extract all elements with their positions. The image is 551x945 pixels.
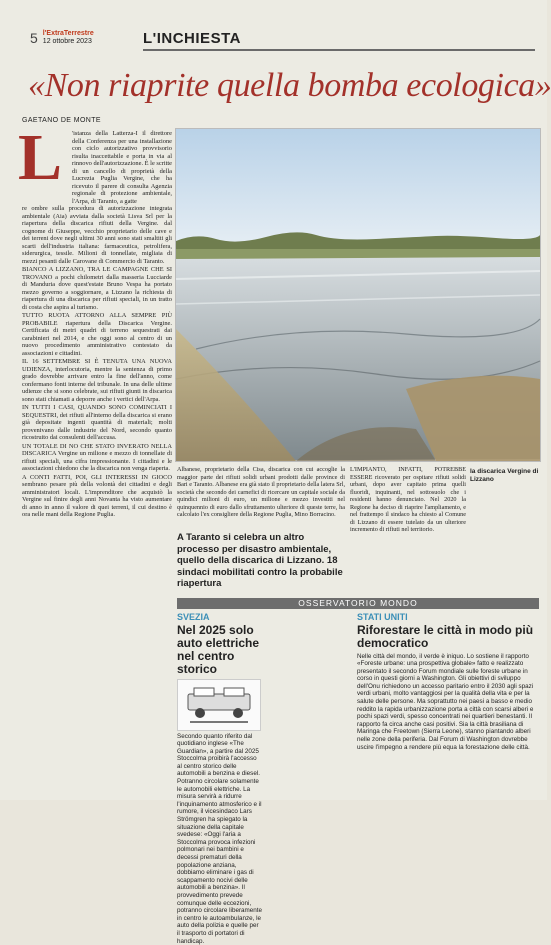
photo-caption-right: L'IMPIANTO, INFATTI, POTREBBE ESSERE ricoverato per ospitare rifiuti solidi urbani, dopo aver capitato prima quelli fluoridi, inquinanti, nel sottosuolo che i residenti hanno denunciato. Nel 2020 la Regione ha deciso di riaprire l'ampliamento, e nel frattempo il sindaco ha chiesto al Comune di Lizzano di essere tutelato da un ulteriore incremento di rifiuti nel territorio. xyxy=(350,466,466,566)
section-title: L'INCHIESTA xyxy=(143,30,241,47)
publication-name: l'ExtraTerrestre xyxy=(43,30,94,37)
article-paragraph: BIANCO A LIZZANO, TRA LE CAMPAGNE CHE SI TROVANO a pochi chilometri dalla masseria Lucciarde di Manduria dove quest'estate Bruno Vespa ha portato mezzo governo a soggiornare, a Lizzano la richiesta di riapertura di una discarica per rifiuti speciali, in un tratto di costa che aspira al turismo. xyxy=(22,266,172,311)
lead-text-top: 'istanza della Latterza-I il direttore della Conferenza per una installazione con ciclo autorizzativo provvisorio risulta inaccettabile e porta in via al rinnovo dell'autorizzazione. È le scritte di un cancello di proprietà della Lucrezia Puglia Vergine, che ha ricevuto il parere di consulta Agenzia regionale di protezione ambientale, l'Arpa, di Taranto, a gatte xyxy=(72,130,172,205)
country-label: STATI UNITI xyxy=(357,614,539,622)
article-paragraph: IL 16 SETTEMBRE SI È TENUTA UNA NUOVA UDIENZA, interlocutoria, mentre la sentenza di primo grado dovrebbe arrivare entro la fine dell'anno, come confermano fonti interne del tribunale. In una delle ultime udienze che si sono celebrate, sui rifiuti giunti in discarica sono stati chiamati a deporre anche i vertici dell'Arpa. xyxy=(22,358,172,403)
story-headline: Nel 2025 solo auto elettriche nel centro storico xyxy=(177,624,263,676)
country-label: SVEZIA xyxy=(177,614,263,622)
article-paragraph: TUTTO RUOTA ATTORNO ALLA SEMPRE PIÙ PROBABILE riapertura della Discarica Vergine. Certificata di metri quadri di terreno sequestrati dai carabinieri nel 2014, e che oggi sono al centro di un nuovo procedimento amministrativo contestato da associazioni e cittadini. xyxy=(22,312,172,357)
observatory-story-sweden xyxy=(177,614,263,798)
article-body xyxy=(22,205,172,710)
header-rule xyxy=(143,49,535,51)
observatory-band: OSSERVATORIO MONDO xyxy=(177,598,539,609)
story-text: Nelle città del mondo, il verde è iniquo. Lo sostiene il rapporto «Foreste urbane: una prospettiva globale» fatto e realizzato presentato il secondo Forum mondiale sulle foreste urbane in corso in questi giorni a Washington. Gli obiettivi di sviluppo dell'Onu richiedono un accesso paritario entro il 2030 agli spazi verdi urbani, molto vantaggiosi per la qualità della vita e per la salute delle persone. Ma soprattutto nei paesi a basso e medio reddito la rapida urbanizzazione porta a città con scarsi alberi e pochi spazi verdi, spesso concentrati nei quartieri benestanti. Il rapporto fa circa anche casi positivi. Sia la città brasiliana di Maringa che Freetown (Sierra Leone), stanno piantando alberi nelle zone della periferia. Dal Forum di Washington dovrebbe uscire l'impegno a rendere più equa la forestazione delle città. xyxy=(357,653,539,752)
photo-credit-caption: la discarica Vergine di Lizzano xyxy=(470,468,540,484)
photo-caption-left: Albanese, proprietario della Cisa, discarica con cui accoglie la maggior parte dei rifiuti solidi urbani prodotti dalle province di Bari e Taranto. Albanese era già stato il proprietario della latera Srl, società che secondo dei carnefici di ricercare un capitale sociale da quindici milioni di euro, un milione e mezzo investiti nel quinquennio di euro dallo sfruttamento ulteriore di queste terre, ha calcolato l'ex consigliere della Regione Puglia, Mino Borracino. xyxy=(177,466,345,532)
story-text: Secondo quanto riferito dal quotidiano inglese «The Guardian», a partire dal 2025 Stoccolma proibirà l'accesso al centro storico delle automobili a benzina e diesel. Potranno circolare solamente le automobili elettriche. La misura servirà a ridurre l'inquinamento atmosferico e il rumore, il vicesindaco Lars Strömgren ha spiegato la situazione della capitale svedese: «Oggi l'aria a Stoccolma provoca infezioni polmonari nei bambini e decessi prematuri della popolazione anziana, dobbiamo eliminare i gas di scappamento nocivi delle automobili a benzina». Il provvedimento prevede comunque delle eccezioni, potranno circolare liberamente in centro le autoambulanze, le auto della polizia e quelle per il trasporto di portatori di handicap. xyxy=(177,733,263,945)
observatory-story-usa xyxy=(357,614,539,798)
byline: GAETANO DE MONTE xyxy=(22,117,101,124)
publication-block xyxy=(43,30,94,46)
article-paragraph: re ombre sulla procedura di autorizzazione integrata ambientale (Aia) avviata dalla società Lisva Srl per la riapertura della discarica rifiuti della Vergine. dal cognome di Giuseppe, vecchio proprietario delle cave e dei terreni dove negli ultimi 30 anni sono stati smaltiti gli scarti dell'industria italiana: farmaceutica, petrolifera, siderurgica, tessile. Milioni di tonnellate, migliaia di mezzi pesanti dalle Carovane di Commercio di Taranto. xyxy=(22,205,172,265)
article-paragraph: A CONTI FATTI, POI, GLI INTERESSI IN GIOCO sembrano pesare più della volontà dei cittadini e degli amministratori locali. L'imprenditore che acquistò la Vergine sul finire degli anni Novanta ha visto aumentare di anno in anno il valore di quei terreni, il cui destino è ora nelle mani della Regione Puglia. xyxy=(22,474,172,519)
article-summary: A Taranto si celebra un altro processo per disastro ambientale, quello della discarica di Lizzano. 18 sindaci mobilitati contro la probabile riapertura xyxy=(177,532,345,590)
article-paragraph: IN TUTTI I CASI, QUANDO SONO COMINCIATI I SEQUESTRI, dei rifiuti all'interno della discarica si erano già depositate ingenti quantità di materiali; molti provenivano dalle industrie del Nord, secondo quanto ricostruito dai consulenti dell'accusa. xyxy=(22,404,172,442)
article-paragraph: UN TOTALE DI NO CHE STATO INVERATO NELLA DISCARICA Vergine un milione e mezzo di tonnellate di rifiuti speciali, una cifra impressionante. I cittadini e le associazioni chiedono che la discarica non venga riaperta. xyxy=(22,443,172,473)
dropcap: L xyxy=(18,125,62,191)
headline: «Non riaprite quella bomba ecologica» xyxy=(28,66,538,106)
electric-car-icon xyxy=(178,680,260,730)
publication-date: 12 ottobre 2023 xyxy=(43,38,92,45)
observatory-story-sweden-continued xyxy=(268,614,354,798)
landfill-photo xyxy=(175,128,541,462)
car-illustration xyxy=(177,679,261,731)
landfill-illustration xyxy=(176,129,540,461)
page-number: 5 xyxy=(30,30,38,46)
story-headline: Riforestare le città in modo più democratico xyxy=(357,624,539,650)
page-header xyxy=(30,22,94,46)
